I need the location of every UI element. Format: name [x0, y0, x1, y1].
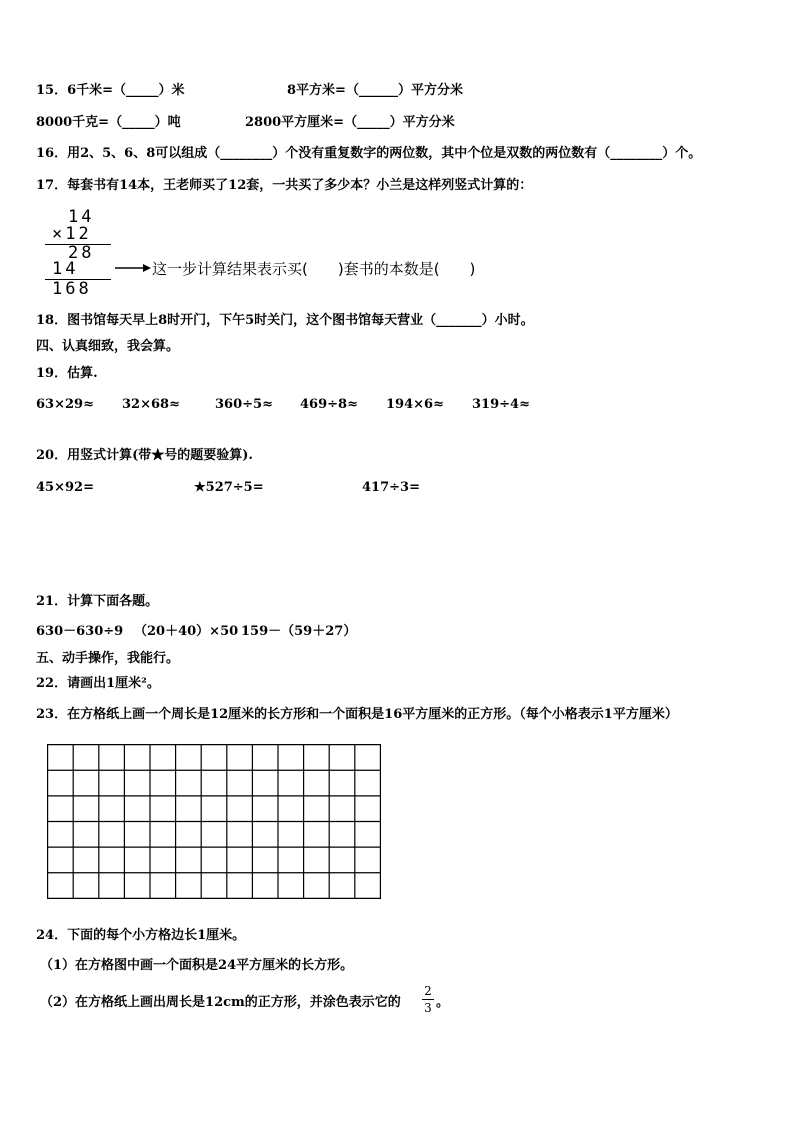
- vm-row-multiplier: ×12: [52, 224, 92, 244]
- section-5-heading: 五、动手操作，我能行。: [36, 651, 180, 666]
- q19-item: 360÷5≈: [215, 397, 273, 412]
- q18-text: 18．图书馆每天早上8时开门，下午5时关门，这个图书馆每天营业（_______）小时。: [36, 313, 534, 328]
- q20-item: ★527÷5=: [194, 480, 264, 495]
- q21-title: 21．计算下面各题。: [36, 594, 159, 609]
- vm-row-partial-1: 28: [68, 243, 95, 263]
- q20-item: 417÷3=: [362, 480, 420, 495]
- q16-text: 16．用2、5、6、8可以组成（________）个没有重复数字的两位数，其中个位是双数的两位数有（________）个。: [36, 146, 702, 161]
- q20-title: 20．用竖式计算(带★号的题要验算).: [36, 448, 253, 463]
- q21-item: 159－（59＋27）: [241, 624, 357, 639]
- q22-text: 22．请画出1厘米²。: [36, 676, 160, 691]
- fraction-bar: [422, 999, 434, 1000]
- q15-item-c: 8000千克=（_____）吨: [36, 115, 181, 130]
- q19-item: 194×6≈: [386, 397, 444, 412]
- q21-item: （20＋40）×50: [134, 624, 239, 639]
- q19-item: 319÷4≈: [472, 397, 530, 412]
- vertical-multiplication: [40, 208, 520, 300]
- q20-item: 45×92=: [36, 480, 94, 495]
- q24-part-2-end: 。: [436, 995, 450, 1010]
- vm-row-multiplicand: 14: [68, 207, 95, 227]
- q19-title: 19．估算.: [36, 366, 98, 381]
- fraction-numerator: 2: [424, 984, 432, 998]
- section-4-heading: 四、认真细致，我会算。: [36, 339, 180, 354]
- q17-text: 17．每套书有14本，王老师买了12套，一共买了多少本？小兰是这样列竖式计算的：: [36, 178, 533, 193]
- q24-part-1: （1）在方格图中画一个面积是24平方厘米的长方形。: [40, 958, 354, 973]
- vm-row-product: 168: [52, 279, 92, 299]
- q24-part-2: （2）在方格纸上画出周长是12cm的正方形，并涂色表示它的: [40, 995, 401, 1010]
- q19-item: 63×29≈: [36, 397, 94, 412]
- arrow-right-icon: [115, 263, 151, 273]
- q21-item: 630－630÷9: [36, 624, 124, 639]
- fraction-denominator: 3: [424, 1001, 432, 1015]
- vm-note: 这一步计算结果表示买( )套书的本数是( ): [152, 260, 476, 278]
- q15-item-d: 2800平方厘米=（_____）平方分米: [245, 115, 455, 130]
- q15-item-a: 15．6千米=（_____）米: [36, 83, 185, 98]
- q24-title: 24．下面的每个小方格边长1厘米。: [36, 928, 246, 943]
- q15-item-b: 8平方米=（______）平方分米: [287, 83, 463, 98]
- q19-item: 32×68≈: [122, 397, 180, 412]
- q23-text: 23．在方格纸上画一个周长是12厘米的长方形和一个面积是16平方厘米的正方形。（每个小格表示1平方厘米）: [36, 707, 678, 722]
- q19-item: 469÷8≈: [300, 397, 358, 412]
- vm-row-partial-2: 14: [52, 259, 79, 279]
- square-grid[interactable]: [47, 744, 381, 899]
- fraction-two-thirds: [422, 984, 434, 1015]
